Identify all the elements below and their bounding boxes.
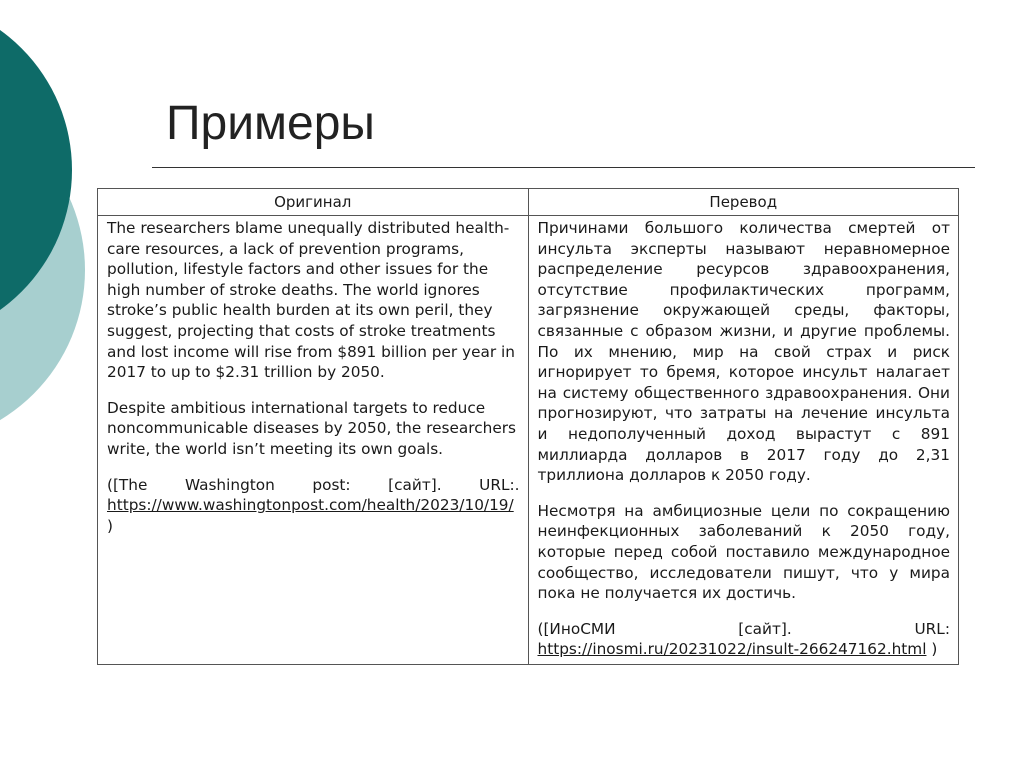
original-citation xyxy=(107,475,520,537)
original-citation-prefix: ([The Washington post: [сайт]. URL:. xyxy=(107,475,520,494)
original-paragraph-2: Despite ambitious international targets to reduce noncommunicable diseases by 2050, the researchers write, the world isn’t meeting its own goals. xyxy=(107,398,516,458)
slide-title: Примеры xyxy=(166,97,375,150)
header-original: Оригинал xyxy=(98,189,529,216)
translation-paragraph-1: Причинами большого количества смертей от инсульта эксперты называют неравномерное распределение ресурсов здравоохранения, отсутствие профилактических программ, загрязнение окружающей среды, факторы, связанные с образом жизни, и другие проблемы. По их мнению, мир на свой страх и риск игнорирует то бремя, которое инсульт налагает на систему общественного здравоохранения. Они прогнозируют, что затраты на лечение инсульта и недополученный доход вырастут с 891 миллиарда долларов в 2017 году до 2,31 триллиона долларов к 2050 году. xyxy=(537,219,950,485)
table-header-row xyxy=(98,189,959,216)
original-paragraph-1: The researchers blame unequally distributed health-care resources, a lack of prevention programs, pollution, lifestyle factors and other issues for the high number of stroke deaths. The world ignores stroke’s public health burden at its own peril, they suggest, projecting that costs of stroke treatments and lost income will rise from $891 billion per year in 2017 to up to $2.31 trillion by 2050. xyxy=(107,219,515,382)
translation-cell xyxy=(528,216,959,665)
translation-citation-prefix: ([ИноСМИ [сайт]. URL: xyxy=(537,619,950,638)
header-translation: Перевод xyxy=(528,189,959,216)
inosmi-link[interactable]: https://inosmi.ru/20231022/insult-266247162.html xyxy=(537,640,927,659)
translation-citation xyxy=(538,619,951,660)
table-row xyxy=(98,216,959,665)
translation-paragraph-2: Несмотря на амбициозные цели по сокращению неинфекционных заболеваний к 2050 году, которые перед собой поставило международное сообщество, исследователи пишут, что у мира пока не получается их достичь. xyxy=(537,501,950,603)
original-citation-suffix: ) xyxy=(107,516,113,535)
title-divider xyxy=(152,167,975,168)
translation-citation-suffix: ) xyxy=(926,640,938,659)
original-cell xyxy=(98,216,529,665)
washington-post-link[interactable]: https://www.washingtonpost.com/health/2023/10/19/ xyxy=(107,496,514,515)
comparison-table xyxy=(97,188,959,665)
